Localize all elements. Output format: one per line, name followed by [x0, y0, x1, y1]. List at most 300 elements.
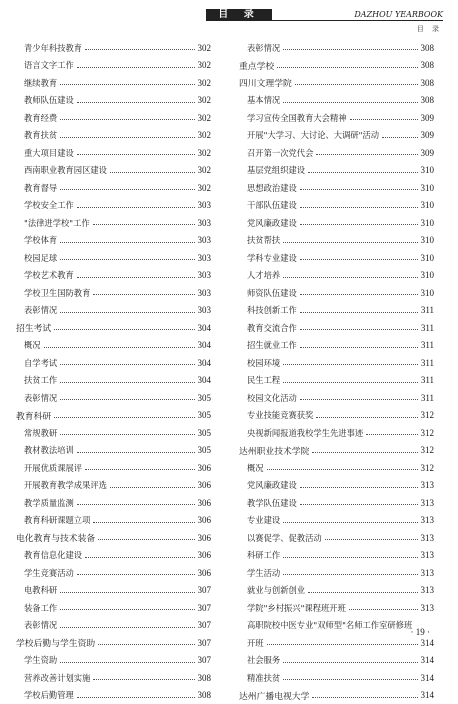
dot-leader	[54, 329, 194, 330]
toc-entry-title: 教育科研	[16, 409, 51, 422]
dot-leader	[300, 504, 418, 505]
dot-leader	[98, 539, 194, 540]
dot-leader	[54, 417, 194, 418]
toc-entry-page: 306	[198, 480, 212, 490]
toc-entry-title: 教育经费	[16, 112, 57, 124]
toc-entry-page: 310	[421, 218, 435, 228]
toc-entry-title: 学生活动	[239, 567, 280, 579]
header-title: 目 录	[206, 9, 272, 21]
toc-entry	[16, 354, 211, 372]
toc-entry	[239, 652, 434, 670]
dot-leader	[350, 119, 418, 120]
toc-entry-page: 310	[421, 183, 435, 193]
toc-entry-title: 就业与创新创业	[239, 584, 305, 596]
toc-entry	[16, 232, 211, 250]
toc-entry-title: 党风廉政建设	[239, 217, 297, 229]
toc-entry	[16, 424, 211, 442]
toc-entry-page: 308	[421, 60, 435, 70]
dot-leader	[283, 49, 417, 50]
dot-leader	[60, 364, 194, 365]
dot-leader	[300, 259, 418, 260]
toc-entry-page: 307	[198, 638, 212, 648]
toc-entry-title: 科技创新工作	[239, 304, 297, 316]
toc-entry	[16, 669, 211, 687]
toc-entry-title: 开班	[239, 637, 264, 649]
dot-leader	[316, 417, 417, 418]
toc-entry	[239, 92, 434, 110]
dot-leader	[295, 84, 418, 85]
dot-leader	[300, 189, 418, 190]
header-subtitle: DAZHOU YEARBOOK	[277, 9, 443, 21]
dot-leader	[300, 294, 418, 295]
toc-entry-page: 313	[421, 480, 435, 490]
toc-entry-title: 学生竞赛活动	[16, 567, 74, 579]
toc-entry-page: 307	[198, 585, 212, 595]
toc-entry-page: 314	[421, 638, 435, 648]
toc-column-left	[16, 39, 211, 704]
dot-leader	[60, 382, 194, 383]
toc-entry	[239, 634, 434, 652]
toc-entry	[16, 459, 211, 477]
toc-entry-page: 313	[421, 515, 435, 525]
toc-entry-title: 社会服务	[239, 654, 280, 666]
dot-leader	[110, 172, 195, 173]
dot-leader	[316, 154, 417, 155]
dot-leader	[60, 662, 194, 663]
toc-entry	[16, 337, 211, 355]
dot-leader	[308, 592, 417, 593]
toc-entry-page: 305	[198, 410, 212, 420]
toc-entry-title: 学生资助	[16, 654, 57, 666]
toc-entry-page: 308	[198, 673, 212, 683]
toc-entry	[16, 74, 211, 92]
toc-entry-page: 311	[421, 375, 434, 385]
dot-leader	[366, 434, 417, 435]
dot-leader	[300, 347, 418, 348]
toc-entry-page: 307	[198, 603, 212, 613]
dot-leader	[77, 207, 195, 208]
toc-entry	[239, 249, 434, 267]
dot-leader	[60, 399, 194, 400]
toc-entry	[16, 652, 211, 670]
toc-entry-page: 303	[198, 270, 212, 280]
toc-entry-page: 310	[421, 235, 435, 245]
dot-leader	[77, 67, 195, 68]
toc-entry	[16, 57, 211, 75]
toc-entry-page: 308	[421, 95, 435, 105]
toc-entry-title: 概况	[16, 339, 41, 351]
dot-leader	[300, 224, 418, 225]
toc-entry	[16, 92, 211, 110]
dot-leader	[77, 277, 195, 278]
toc-entry-page: 310	[421, 165, 435, 175]
toc-entry	[16, 372, 211, 390]
toc-entry-title: 师资队伍建设	[239, 287, 297, 299]
toc-entry-page: 303	[198, 235, 212, 245]
toc-entry	[16, 39, 211, 57]
toc-entry-page: 314	[421, 673, 435, 683]
toc-entry-title: 概况	[239, 462, 264, 474]
toc-entry	[16, 249, 211, 267]
toc-entry-title: 校园文化活动	[239, 392, 297, 404]
toc-entry-page: 304	[198, 375, 212, 385]
dot-leader	[60, 137, 194, 138]
toc-entry-title: 干部队伍建设	[239, 199, 297, 211]
toc-entry	[239, 599, 434, 617]
toc-entry	[239, 494, 434, 512]
toc-entry-title: 学校后勤管理	[16, 689, 74, 701]
toc-entry	[16, 582, 211, 600]
toc-entry-page: 310	[421, 288, 435, 298]
toc-entry-title: 学校艺术教育	[16, 269, 74, 281]
toc-entry	[16, 617, 211, 635]
toc-entry	[239, 179, 434, 197]
toc-entry	[239, 302, 434, 320]
toc-entry-page: 312	[421, 445, 435, 455]
toc-entry-title: 自学考试	[16, 357, 57, 369]
toc-entry	[239, 162, 434, 180]
dot-leader	[98, 644, 194, 645]
toc-entry-page: 304	[198, 358, 212, 368]
toc-entry-page: 310	[421, 253, 435, 263]
dot-leader	[77, 102, 195, 103]
toc-entry	[239, 582, 434, 600]
toc-entry	[16, 477, 211, 495]
toc-entry-title: 达州广播电视大学	[239, 689, 309, 702]
toc-entry-page: 306	[198, 550, 212, 560]
dot-leader	[267, 644, 418, 645]
toc-entry-title: 学院"乡村振兴"课程班开班	[239, 602, 346, 614]
toc-entry-title: 教育信息化建设	[16, 549, 82, 561]
dot-leader	[283, 662, 417, 663]
toc-entry-title: 重大项目建设	[16, 147, 74, 159]
toc-entry	[239, 354, 434, 372]
toc-entry-title: 科研工作	[239, 549, 280, 561]
toc-entry	[239, 477, 434, 495]
toc-entry-title: 电化教育与技术装备	[16, 531, 95, 544]
toc-entry	[239, 267, 434, 285]
toc-entry	[239, 319, 434, 337]
dot-leader	[300, 487, 418, 488]
dot-leader	[312, 452, 417, 453]
dot-leader	[60, 84, 194, 85]
toc-entry-page: 302	[198, 95, 212, 105]
dot-leader	[85, 469, 194, 470]
dot-leader	[283, 574, 417, 575]
toc-entry-page: 303	[198, 218, 212, 228]
toc-entry-page: 312	[421, 410, 435, 420]
toc-entry-page: 302	[198, 113, 212, 123]
toc-entry-title: 四川文理学院	[239, 76, 292, 89]
toc-entry	[16, 319, 211, 337]
toc-entry-page: 306	[198, 498, 212, 508]
dot-leader	[283, 277, 417, 278]
dot-leader	[349, 609, 418, 610]
toc-entry	[16, 302, 211, 320]
toc-entry-page: 310	[421, 270, 435, 280]
toc-entry	[239, 144, 434, 162]
dot-leader	[300, 329, 418, 330]
toc-entry-page: 313	[421, 550, 435, 560]
toc-entry-title: 学校卫生国防教育	[16, 287, 90, 299]
toc-entry-page: 303	[198, 253, 212, 263]
toc-entry-title: 重点学校	[239, 59, 274, 72]
dot-leader	[85, 49, 194, 50]
toc-entry-title: 语言文字工作	[16, 59, 74, 71]
toc-entry-title: 专业建设	[239, 514, 280, 526]
toc-entry-page: 311	[421, 393, 434, 403]
toc-entry-title: 精准扶贫	[239, 672, 280, 684]
dot-leader	[60, 434, 194, 435]
toc-entry	[16, 564, 211, 582]
dot-leader	[77, 504, 195, 505]
toc-entry	[16, 442, 211, 460]
toc-entry-page: 309	[421, 113, 435, 123]
toc-entry	[239, 442, 434, 460]
toc-entry	[16, 529, 211, 547]
toc-entry	[239, 232, 434, 250]
dot-leader	[283, 364, 418, 365]
toc-entry	[239, 459, 434, 477]
dot-leader	[300, 312, 418, 313]
toc-entry-title: 学科专业建设	[239, 252, 297, 264]
toc-entry-page: 304	[198, 323, 212, 333]
toc-entry-page: 313	[421, 585, 435, 595]
toc-entry-title: 思想政治建设	[239, 182, 297, 194]
dot-leader	[283, 382, 418, 383]
toc-entry	[16, 267, 211, 285]
toc-entry-title: 教育督导	[16, 182, 57, 194]
toc-entry-page: 302	[198, 148, 212, 158]
dot-leader	[93, 522, 194, 523]
dot-leader	[277, 67, 417, 68]
toc-entry-page: 302	[198, 165, 212, 175]
toc-entry-title: 高职院校中医专业"双师型"名师工作室研修班	[239, 619, 412, 631]
toc-entry	[239, 669, 434, 687]
toc-entry-title: 招生就业工作	[239, 339, 297, 351]
toc-entry-title: 教育科研课题立项	[16, 514, 90, 526]
toc-entry-page: 308	[421, 78, 435, 88]
toc-entry-title: 营养改善计划实施	[16, 672, 90, 684]
toc-entry	[16, 547, 211, 565]
toc-entry-page: 302	[198, 130, 212, 140]
page-number: · 19 ·	[411, 627, 431, 637]
toc-column-right	[239, 39, 434, 704]
dot-leader	[308, 172, 417, 173]
toc-entry-page: 307	[198, 620, 212, 630]
toc-entry-title: 表彰情况	[16, 304, 57, 316]
toc-entry-page: 314	[421, 655, 435, 665]
toc-entry	[239, 389, 434, 407]
toc-entry	[16, 197, 211, 215]
dot-leader	[60, 627, 194, 628]
toc-entry-page: 302	[198, 60, 212, 70]
toc-entry-title: 教学质量监测	[16, 497, 74, 509]
toc-entry-title: 招生考试	[16, 321, 51, 334]
dot-leader	[77, 697, 195, 698]
toc-entry-title: 青少年科技教育	[16, 42, 82, 54]
toc-entry-page: 308	[421, 43, 435, 53]
toc-entry	[16, 389, 211, 407]
toc-entry	[239, 687, 434, 704]
dot-leader	[267, 469, 418, 470]
toc-entry-page: 308	[198, 690, 212, 700]
toc-entry-title: 人才培养	[239, 269, 280, 281]
dot-leader	[93, 224, 195, 225]
toc-entry-title: 扶贫工作	[16, 374, 57, 386]
toc-entry-title: 学校体育	[16, 234, 57, 246]
dot-leader	[60, 592, 194, 593]
dot-leader	[60, 259, 194, 260]
toc-entry-title: "法律进学校"工作	[16, 217, 90, 229]
toc-entry-title: 教师队伍建设	[16, 94, 74, 106]
toc-entry	[239, 617, 434, 635]
toc-entry	[16, 127, 211, 145]
dot-leader	[93, 294, 194, 295]
toc-entry-page: 305	[198, 445, 212, 455]
toc-entry	[239, 214, 434, 232]
toc-entry-title: 西南职业教育园区建设	[16, 164, 107, 176]
toc-entry-page: 309	[421, 130, 435, 140]
dot-leader	[60, 189, 194, 190]
toc-entry-title: 基本情况	[239, 94, 280, 106]
toc-entry-title: 央视新闻报道我校学生先进事迹	[239, 427, 363, 439]
toc-entry-title: 民生工程	[239, 374, 280, 386]
dot-leader	[300, 399, 418, 400]
toc-entry	[239, 564, 434, 582]
toc-entry	[239, 74, 434, 92]
toc-entry-page: 309	[421, 148, 435, 158]
toc-entry	[16, 109, 211, 127]
toc-entry-title: 开展"大学习、大讨论、大调研"活动	[239, 129, 379, 141]
toc-entry-title: 基层党组织建设	[239, 164, 305, 176]
toc-entry-title: 召开第一次党代会	[239, 147, 313, 159]
toc-entry	[239, 197, 434, 215]
toc-entry	[16, 512, 211, 530]
toc-entry-page: 313	[421, 603, 435, 613]
toc-entry-title: 教学队伍建设	[239, 497, 297, 509]
dot-leader	[283, 102, 417, 103]
toc-entry-title: 开展优质课展评	[16, 462, 82, 474]
toc-entry	[239, 39, 434, 57]
toc-entry-title: 常规教研	[16, 427, 57, 439]
toc-entry-page: 302	[198, 183, 212, 193]
toc-entry-page: 302	[198, 43, 212, 53]
toc-entry-page: 312	[421, 463, 435, 473]
toc-entry-title: 学习宣传全国教育大会精神	[239, 112, 347, 124]
toc-entry-page: 312	[421, 428, 435, 438]
toc-entry	[16, 214, 211, 232]
dot-leader	[60, 242, 194, 243]
toc-entry	[16, 634, 211, 652]
dot-leader	[44, 347, 195, 348]
toc-entry-title: 学校安全工作	[16, 199, 74, 211]
toc-entry-title: 电教科研	[16, 584, 57, 596]
toc-entry-page: 305	[198, 393, 212, 403]
toc-entry-page: 303	[198, 288, 212, 298]
toc-entry-title: 继续教育	[16, 77, 57, 89]
dot-leader	[93, 679, 194, 680]
toc-entry-title: 学校后勤与学生资助	[16, 636, 95, 649]
toc-entry-page: 314	[421, 690, 435, 700]
toc-entry-title: 教育交流合作	[239, 322, 297, 334]
toc-entry	[239, 547, 434, 565]
dot-leader	[60, 119, 194, 120]
toc-entry-title: 专业技能竞赛获奖	[239, 409, 313, 421]
toc-entry	[16, 162, 211, 180]
dot-leader	[77, 574, 195, 575]
toc-entry-page: 306	[198, 533, 212, 543]
toc-entry	[16, 144, 211, 162]
toc-entry	[239, 284, 434, 302]
toc-entry-title: 表彰情况	[239, 42, 280, 54]
dot-leader	[110, 487, 195, 488]
toc-entry	[239, 337, 434, 355]
dot-leader	[312, 697, 417, 698]
toc-entry	[239, 109, 434, 127]
toc-entry-page: 306	[198, 463, 212, 473]
toc-entry-page: 302	[198, 78, 212, 88]
dot-leader	[283, 242, 417, 243]
toc-entry-title: 开展教育教学成果评选	[16, 479, 107, 491]
toc-entry	[16, 407, 211, 425]
dot-leader	[325, 539, 418, 540]
section-label: 目 录	[417, 24, 442, 34]
toc-entry-title: 党风廉政建设	[239, 479, 297, 491]
toc-entry-page: 313	[421, 568, 435, 578]
dot-leader	[300, 207, 418, 208]
toc-entry-title: 校园环境	[239, 357, 280, 369]
toc-entry	[239, 512, 434, 530]
toc-entry-page: 305	[198, 428, 212, 438]
toc-entry-title: 校园足球	[16, 252, 57, 264]
toc-entry-page: 310	[421, 200, 435, 210]
dot-leader	[283, 557, 417, 558]
toc-entry-title: 教育扶贫	[16, 129, 57, 141]
toc-entry	[239, 424, 434, 442]
dot-leader	[85, 557, 194, 558]
dot-leader	[60, 312, 194, 313]
toc-entry-page: 311	[421, 305, 434, 315]
toc-entry-title: 扶贫帮扶	[239, 234, 280, 246]
toc-entry	[239, 529, 434, 547]
toc-entry-page: 306	[198, 515, 212, 525]
toc-entry	[16, 494, 211, 512]
toc-entry-title: 表彰情况	[16, 619, 57, 631]
toc-entry	[239, 407, 434, 425]
toc-entry-title: 表彰情况	[16, 392, 57, 404]
toc-entry-page: 304	[198, 340, 212, 350]
dot-leader	[283, 679, 417, 680]
toc-entry-title: 装备工作	[16, 602, 57, 614]
toc-entry-page: 307	[198, 655, 212, 665]
dot-leader	[283, 522, 417, 523]
toc-entry-page: 303	[198, 200, 212, 210]
toc-entry-title: 达州职业技术学院	[239, 444, 309, 457]
toc-entry	[239, 372, 434, 390]
toc-entry-title: 以赛促学、促教活动	[239, 532, 322, 544]
dot-leader	[60, 609, 194, 610]
dot-leader	[77, 452, 195, 453]
toc-entry	[16, 687, 211, 704]
toc-entry	[16, 599, 211, 617]
toc-entry-page: 306	[198, 568, 212, 578]
toc-entry	[16, 284, 211, 302]
toc-entry	[239, 57, 434, 75]
toc-entry-page: 303	[198, 305, 212, 315]
toc-entry-page: 311	[421, 340, 434, 350]
toc-entry	[239, 127, 434, 145]
